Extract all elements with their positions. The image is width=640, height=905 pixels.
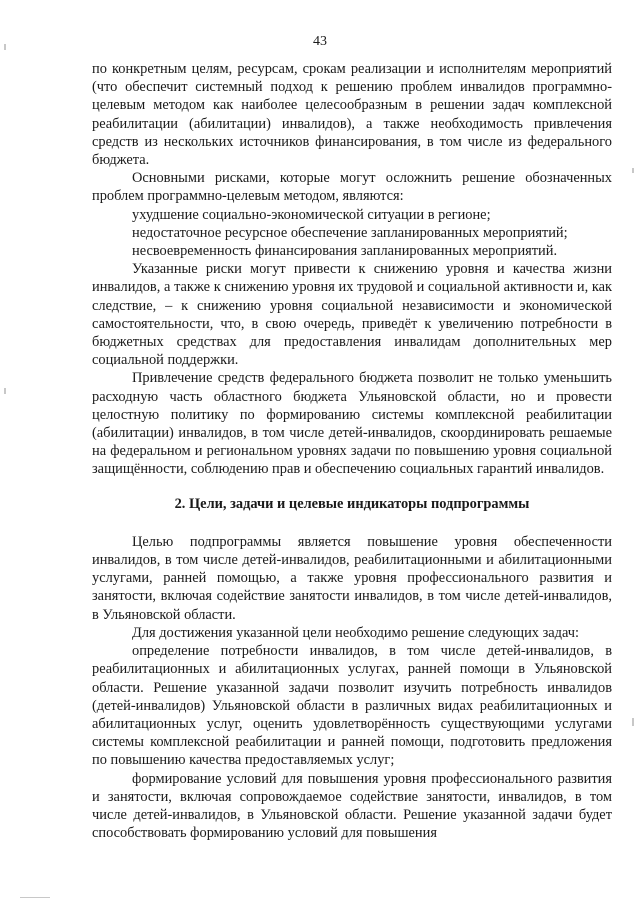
page-content — [92, 60, 612, 842]
task-item-2: формирование условий для повышения уровня профессионального развития и занятости, включая сопровождаемое содействие занятости, инвалидов, в том числе детей-инвалидов, в Ульяновской области. Решение указанной задачи будет способствовать формированию условий для повышения — [92, 770, 612, 842]
paragraph-tasks-intro: Для достижения указанной цели необходимо решение следующих задач: — [132, 624, 580, 641]
paragraph-risk-consequences: Указанные риски могут привести к снижению уровня и качества жизни инвалидов, а также к снижению уровня их трудовой и социальной активности и, как следствие, – к снижению уровня социальной независимости и экономической самостоятельности, что, в свою очередь, приведёт к увеличению потребности в бюджетных средствах для предоставления инвалидам дополнительных мер социальной поддержки. — [92, 261, 612, 369]
risk-item-2: недостаточное ресурсное обеспечение запланированных мероприятий; — [132, 224, 568, 241]
risk-item-1: ухудшение социально-экономической ситуации в регионе; — [132, 206, 491, 223]
scan-edge-mark — [4, 44, 6, 50]
section-heading: 2. Цели, задачи и целевые индикаторы подпрограммы — [174, 495, 530, 512]
paragraph-risks-intro: Основными рисками, которые могут осложнить решение обозначенных проблем программно-целевым методом, являются: — [92, 170, 612, 205]
scan-edge-mark — [632, 718, 634, 726]
paragraph-goal: Целью подпрограммы является повышение уровня обеспеченности инвалидов, в том числе детей-инвалидов, реабилитационными и абилитационными услугами, ранней помощью, а также уровня профессионального развития и занятости, включая содействие занятости инвалидов, в том числе детей-инвалидов, в Ульяновской области. — [92, 533, 612, 623]
risk-item-3: несвоевременность финансирования запланированных мероприятий. — [132, 243, 558, 260]
scan-edge-mark — [4, 388, 6, 394]
scan-edge-mark — [632, 168, 634, 173]
paragraph-continuation: по конкретным целям, ресурсам, срокам реализации и исполнителям мероприятий (что обеспечит системный подход к решению проблем инвалидов программно-целевым методом как наиболее целесообразным в решении задач комплексной реабилитации (абилитации) инвалидов), а также необходимость привлечения средств из нескольких источников финансирования, в том числе из федерального бюджета. — [92, 61, 612, 169]
task-item-1: определение потребности инвалидов, в том числе детей-инвалидов, в реабилитационных и абилитационных услугах, ранней помощи в Ульяновской области. Решение указанной задачи позволит изучить потребность инвалидов (детей-инвалидов) Ульяновской области в различных видах реабилитационных и абилитационных услуг, оценить удовлетворённость существующими услугами системы комплексной реабилитации и ранней помощи, подготовить предложения по повышению качества предоставляемых услуг; — [92, 643, 612, 769]
paragraph-federal-funding: Привлечение средств федерального бюджета позволит не только уменьшить расходную часть областного бюджета Ульяновской области, но и провести целостную политику по формированию системы комплексной реабилитации (абилитации) инвалидов, в том числе детей-инвалидов, скоординировать решаемые на федеральном и региональном уровнях задачи по повышению уровня социальной защищённости, соблюдению прав и обеспечению социальных гарантий инвалидов. — [92, 370, 612, 478]
scan-edge-mark — [20, 897, 50, 898]
page-number: 43 — [313, 34, 327, 49]
